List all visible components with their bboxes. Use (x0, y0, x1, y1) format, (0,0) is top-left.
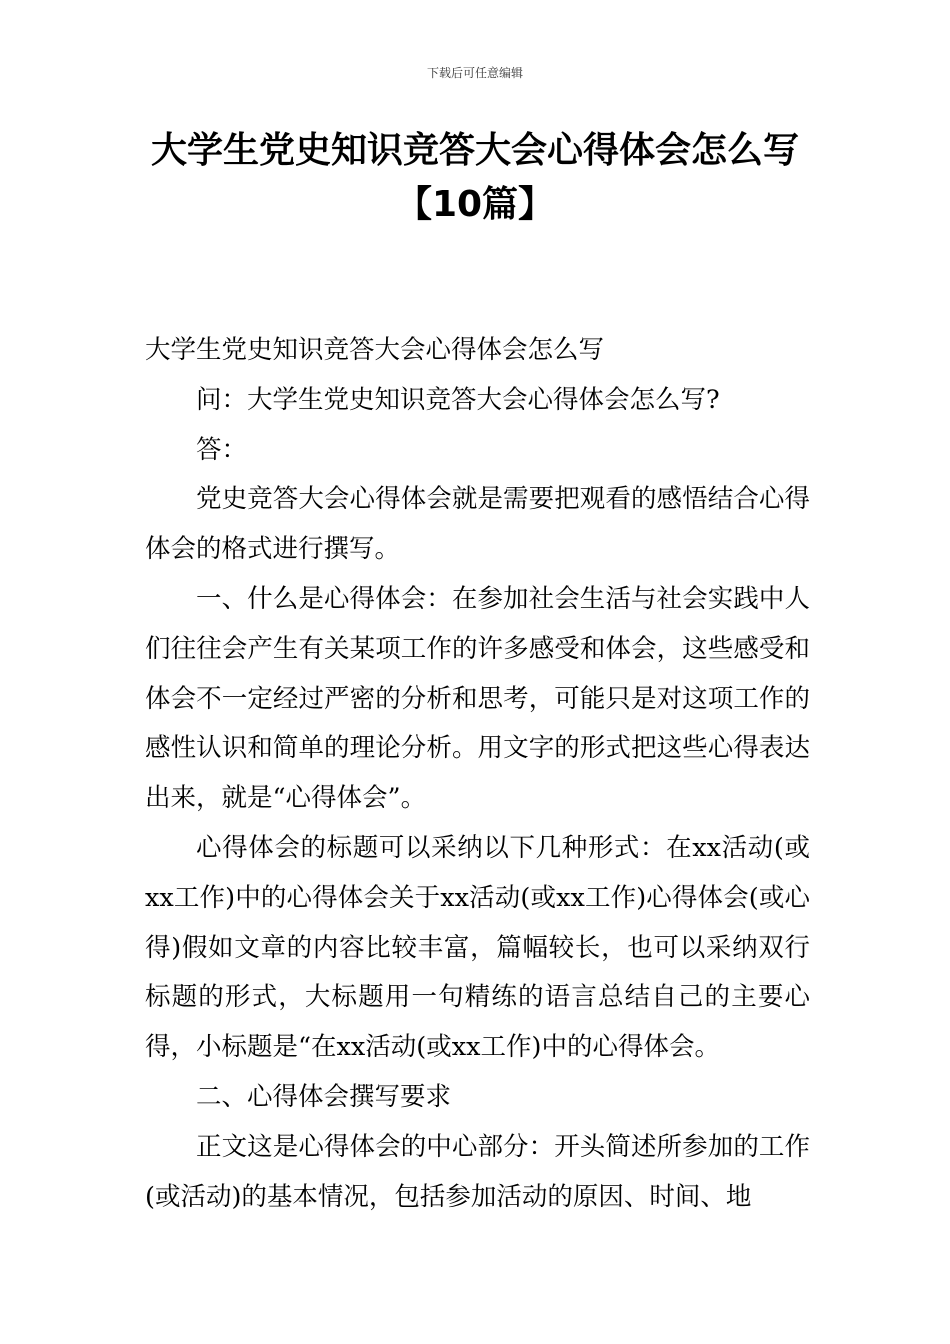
document-body (145, 326, 810, 1222)
document-title (0, 124, 950, 232)
body-paragraph: 党史竞答大会心得体会就是需要把观看的感悟结合心得体会的格式进行撰写。 (145, 484, 810, 565)
body-paragraph: 正文这是心得体会的中心部分：开头简述所参加的工作(或活动)的基本情况，包括参加活动的原因、时间、地 (145, 1131, 810, 1212)
body-paragraph: 心得体会的标题可以采纳以下几种形式：在xx活动(或xx工作)中的心得体会关于xx活动(或xx工作)心得体会(或心得)假如文章的内容比较丰富，篇幅较长，也可以采纳双行标题的形式，大标题用一句精练的语言总结自己的主要心得，小标题是“在xx活动(或xx工作)中的心得体会。 (145, 832, 810, 1063)
header-note: 下载后可任意编辑 (426, 66, 523, 80)
answer-label: 答： (196, 434, 248, 465)
section-heading: 二、心得体会撰写要求 (196, 1081, 452, 1112)
body-paragraph: 一、什么是心得体会：在参加社会生活与社会实践中人们往往会产生有关某项工作的许多感受和体会，这些感受和体会不一定经过严密的分析和思考，可能只是对这项工作的感性认识和简单的理论分析。用文字的形式把这些心得表达出来，就是“心得体会”。 (145, 583, 810, 814)
question-paragraph: 问：大学生党史知识竞答大会心得体会怎么写? (196, 384, 720, 415)
title-line-2: 【10篇】 (395, 184, 555, 225)
title-line-1: 大学生党史知识竞答大会心得体会怎么写 (150, 130, 799, 171)
subtitle-paragraph: 大学生党史知识竞答大会心得体会怎么写 (145, 335, 605, 365)
